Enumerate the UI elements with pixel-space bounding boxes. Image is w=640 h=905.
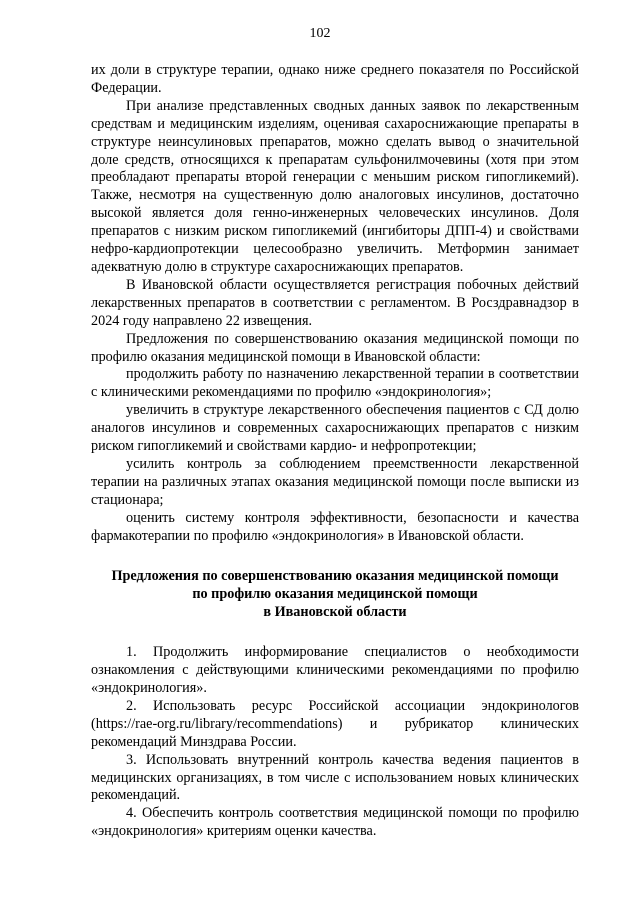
section-title-line: по профилю оказания медицинской помощи [192,586,478,603]
section-title-line: в Ивановской области [263,604,407,621]
numbered-list-item: 4. Обеспечить контроль соответствия медицинской помощи по профилю «эндокринология» критериям оценки качества. [91,805,579,840]
section-title-line: Предложения по совершенствованию оказания медицинской помощи [111,568,559,585]
numbered-list-item: 3. Использовать внутренний контроль качества ведения пациентов в медицинских организациях, в том числе с использованием новых клинических рекомендаций. [91,751,579,804]
proposal-item: продолжить работу по назначению лекарственной терапии в соответствии с клиническими рекомендациями по профилю «эндокринология»; [91,366,579,401]
proposal-item: усилить контроль за соблюдением преемственности лекарственной терапии на различных этапах оказания медицинской помощи после выписки из стационара; [91,455,579,508]
page-number: 102 [309,26,331,41]
proposal-item: увеличить в структуре лекарственного обеспечения пациентов с СД долю аналогов инсулинов и современных сахароснижающих препаратов с низким риском гипогликемий и свойствами кардио- и нефропротекции; [91,402,579,455]
numbered-list-item: 1. Продолжить информирование специалистов о необходимости ознакомления с действующими клиническими рекомендациями по профилю «эндокринология». [91,644,579,696]
paragraph-adverse-events: В Ивановской области осуществляется регистрация побочных действий лекарственных препаратов в соответствии с регламентом. В Росздравнадзор в 2024 году направлено 22 извещения. [91,276,579,329]
paragraph-analysis: При анализе представленных сводных данных заявок по лекарственным средствам и медицинским изделиям, оценивая сахароснижающие препараты в структуре неинсулиновых препаратов, можно сделать вывод о значительной доле средств, относящихся к препаратам сульфонилмочевины (хотя при этом преобладают препараты второй генерации с меньшим риском гипогликемий). Также, несмотря на существенную долю аналоговых инсулинов, достаточно высокой является доля генно-инженерных человеческих инсулинов. Доля препаратов с низким риском гипогликемий (ингибиторы ДПП-4) и свойствами нефро-кардиопротекции целесообразно увеличить. Метформин занимает адекватную долю в структуре сахароснижающих препаратов. [91,97,579,275]
section-title [91,568,579,622]
paragraph-proposals-intro: Предложения по совершенствованию оказания медицинской помощи по профилю оказания медицинской помощи в Ивановской области: [91,330,579,365]
document-body [91,62,579,841]
proposal-item: оценить систему контроля эффективности, безопасности и качества фармакотерапии по профилю «эндокринология» в Ивановской области. [91,509,579,544]
paragraph-continuation: их доли в структуре терапии, однако ниже среднего показателя по Российской Федерации. [91,62,579,96]
numbered-list-item: 2. Использовать ресурс Российской ассоциации эндокринологов (https://rae-org.ru/library/recommendations) и рубрикатор клинических рекомендаций Минздрава России. [91,697,579,750]
